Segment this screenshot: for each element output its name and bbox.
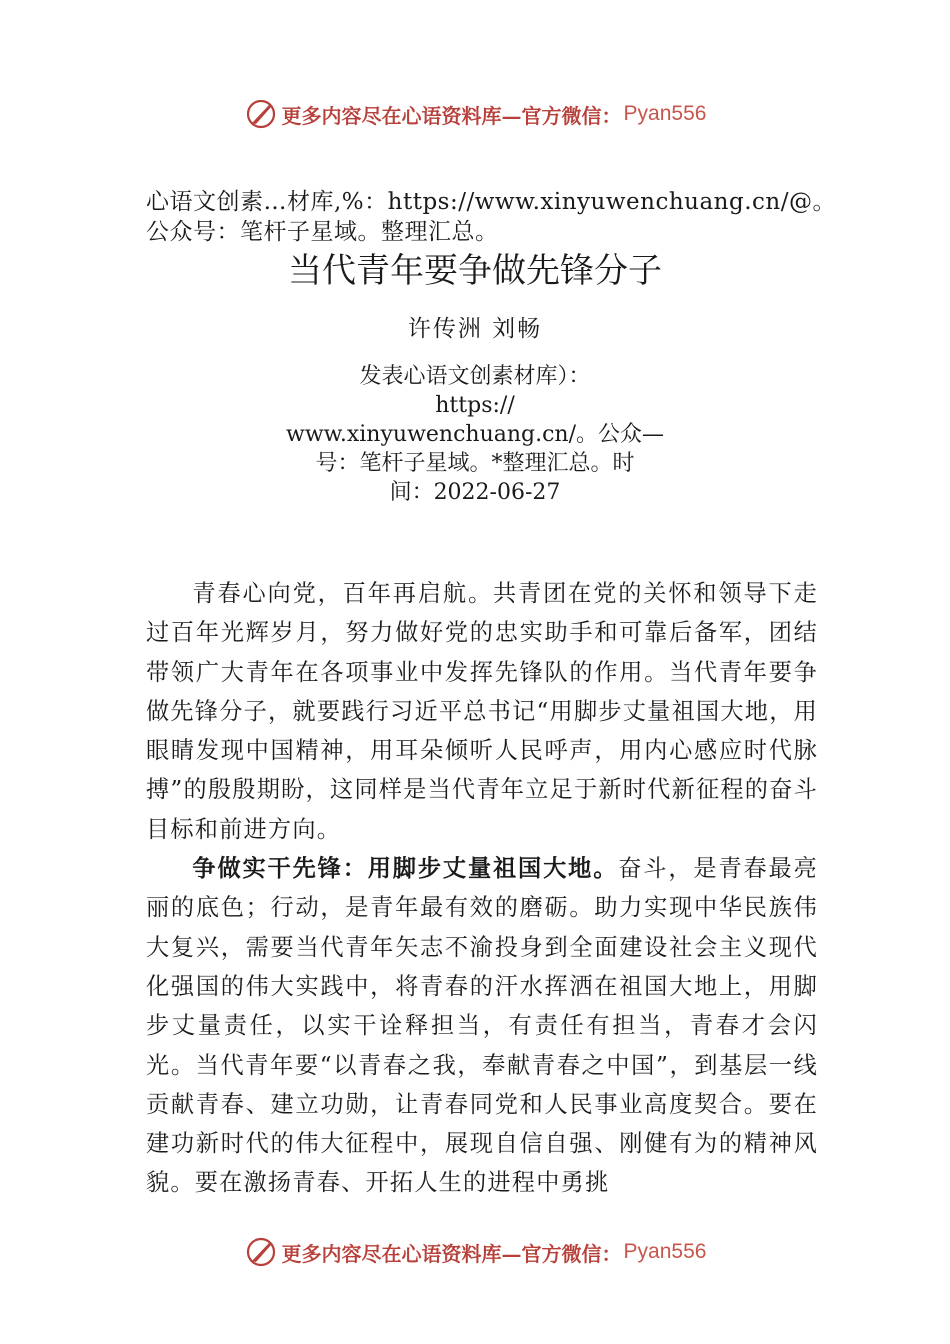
pubinfo-line: www.xinyuwenchuang.cn/。公众— xyxy=(285,422,665,447)
paragraph-1: 青春心向党，百年再启航。共青团在党的关怀和领导下走过百年光辉岁月，努力做好党的忠实助手和可靠后备军，团结带领广大青年在各项事业中发挥先锋队的作用。当代青年要争做先锋分子，就要践行习近平总书记“用脚步丈量祖国大地，用眼睛发现中国精神，用耳朵倾听人民呼声，用内心感应时代脉搏”的殷殷期盼，这同样是当代青年立足于新时代新征程的奋斗目标和前进方向。 xyxy=(146,580,818,843)
paragraph-2-heading: 争做实干先锋：用脚步丈量祖国大地。 xyxy=(192,855,619,883)
footer-banner xyxy=(0,1232,950,1272)
article-body xyxy=(146,574,818,1203)
banner-wechat-handle: Pyan556 xyxy=(623,1240,707,1263)
paragraph-2 xyxy=(146,849,818,1203)
pubinfo-date-line: 间：2022-06-27 xyxy=(389,480,561,505)
banner-text: 更多内容尽在心语资料库—官方微信： xyxy=(281,103,622,128)
header-banner xyxy=(0,94,950,134)
quill-logo-icon xyxy=(244,97,278,131)
pubinfo-line: 发表心语文创素材库）： xyxy=(359,364,591,389)
paragraph-2-text: 奋斗，是青春最亮丽的底色；行动，是青年最有效的磨砺。助力实现中华民族伟大复兴，需要当代青年矢志不渝投身到全面建设社会主义现代化强国的伟大实践中，将青春的汗水挥洒在祖国大地上，用脚步丈量责任，以实干诠释担当，有责任有担当，青春才会闪光。当代青年要“以青春之我，奉献青春之中国”，到基层一线贡献青春、建立功勋，让青春同党和人民事业高度契合。要在建功新时代的伟大征程中，展现自信自强、刚健有为的精神风貌。要在激扬青春、开拓人生的进程中勇挑 xyxy=(146,855,818,1197)
source-line: 心语文创素…材库,%：https://www.xinyuwenchuang.cn/@。公众号：笔杆子星域。整理汇总。 xyxy=(146,189,836,245)
authors: 许传洲 刘畅 xyxy=(407,316,543,342)
quill-logo-icon xyxy=(244,1235,278,1269)
page-title: 当代青年要争做先锋分子 xyxy=(288,251,662,291)
pubinfo-line: https:// xyxy=(435,393,515,418)
pubinfo-line: 号：笔杆子星域。*整理汇总。时 xyxy=(315,451,635,476)
publication-info xyxy=(0,362,950,507)
banner-wechat-handle: Pyan556 xyxy=(623,102,707,125)
banner-text: 更多内容尽在心语资料库—官方微信： xyxy=(281,1241,622,1266)
